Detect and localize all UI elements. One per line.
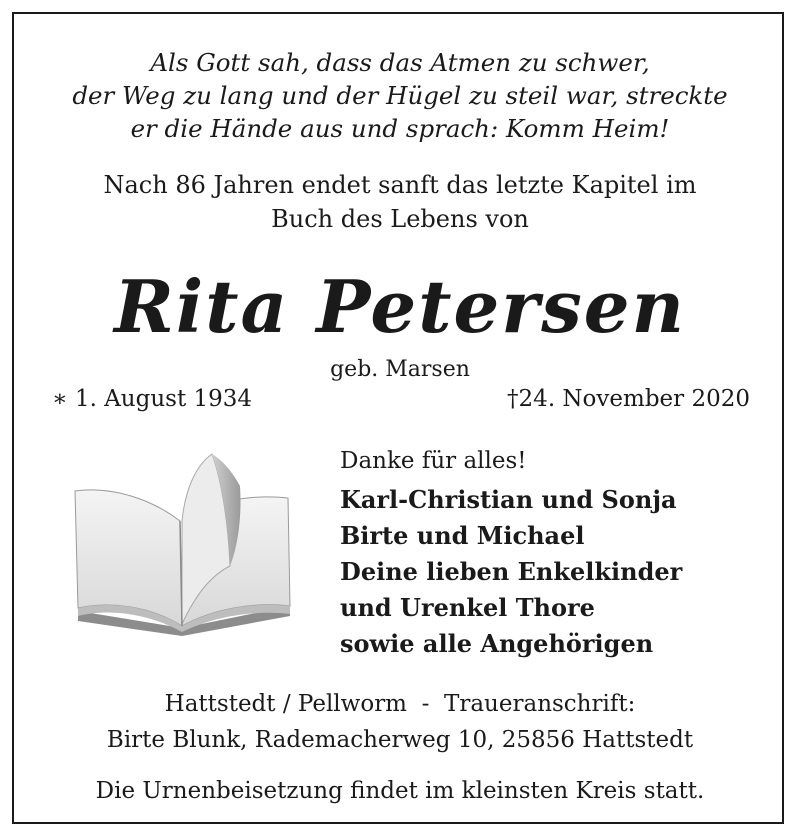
- deceased-name: Rita Petersen: [114, 264, 686, 349]
- maiden-name: geb. Marsen: [330, 357, 470, 382]
- burial-note: Die Urnenbeisetzung findet im kleinsten Kreis statt.: [95, 778, 705, 804]
- mourner-line: und Urenkel Thore: [340, 593, 595, 622]
- thanks-text: Danke für alles!: [340, 448, 527, 474]
- intro-text: [0, 168, 800, 236]
- mourner-line: Deine lieben Enkelkinder: [340, 557, 683, 586]
- mourner-line: Birte und Michael: [340, 521, 585, 550]
- mourner-line: Karl-Christian und Sonja: [340, 485, 677, 514]
- poem-line: Als Gott sah, dass das Atmen zu schwer,: [150, 48, 650, 77]
- intro-line: Nach 86 Jahren endet sanft das letzte Kapitel im: [103, 171, 697, 199]
- poem-line: der Weg zu lang und der Hügel zu steil war, streckte: [72, 81, 728, 110]
- mourning-address: [0, 686, 800, 758]
- poem: [0, 46, 800, 145]
- mourner-line: sowie alle Angehörigen: [340, 629, 654, 658]
- poem-line: er die Hände aus und sprach: Komm Heim!: [130, 114, 670, 143]
- birth-date: ∗ 1. August 1934: [52, 386, 253, 412]
- mourners-list: [340, 482, 682, 662]
- intro-line: Buch des Lebens von: [271, 205, 529, 233]
- death-date: †24. November 2020: [507, 386, 750, 412]
- address-line: Hattstedt / Pellworm - Traueranschrift:: [164, 691, 636, 717]
- address-line: Birte Blunk, Rademacherweg 10, 25856 Hattstedt: [106, 727, 694, 753]
- open-book-icon: [70, 446, 295, 636]
